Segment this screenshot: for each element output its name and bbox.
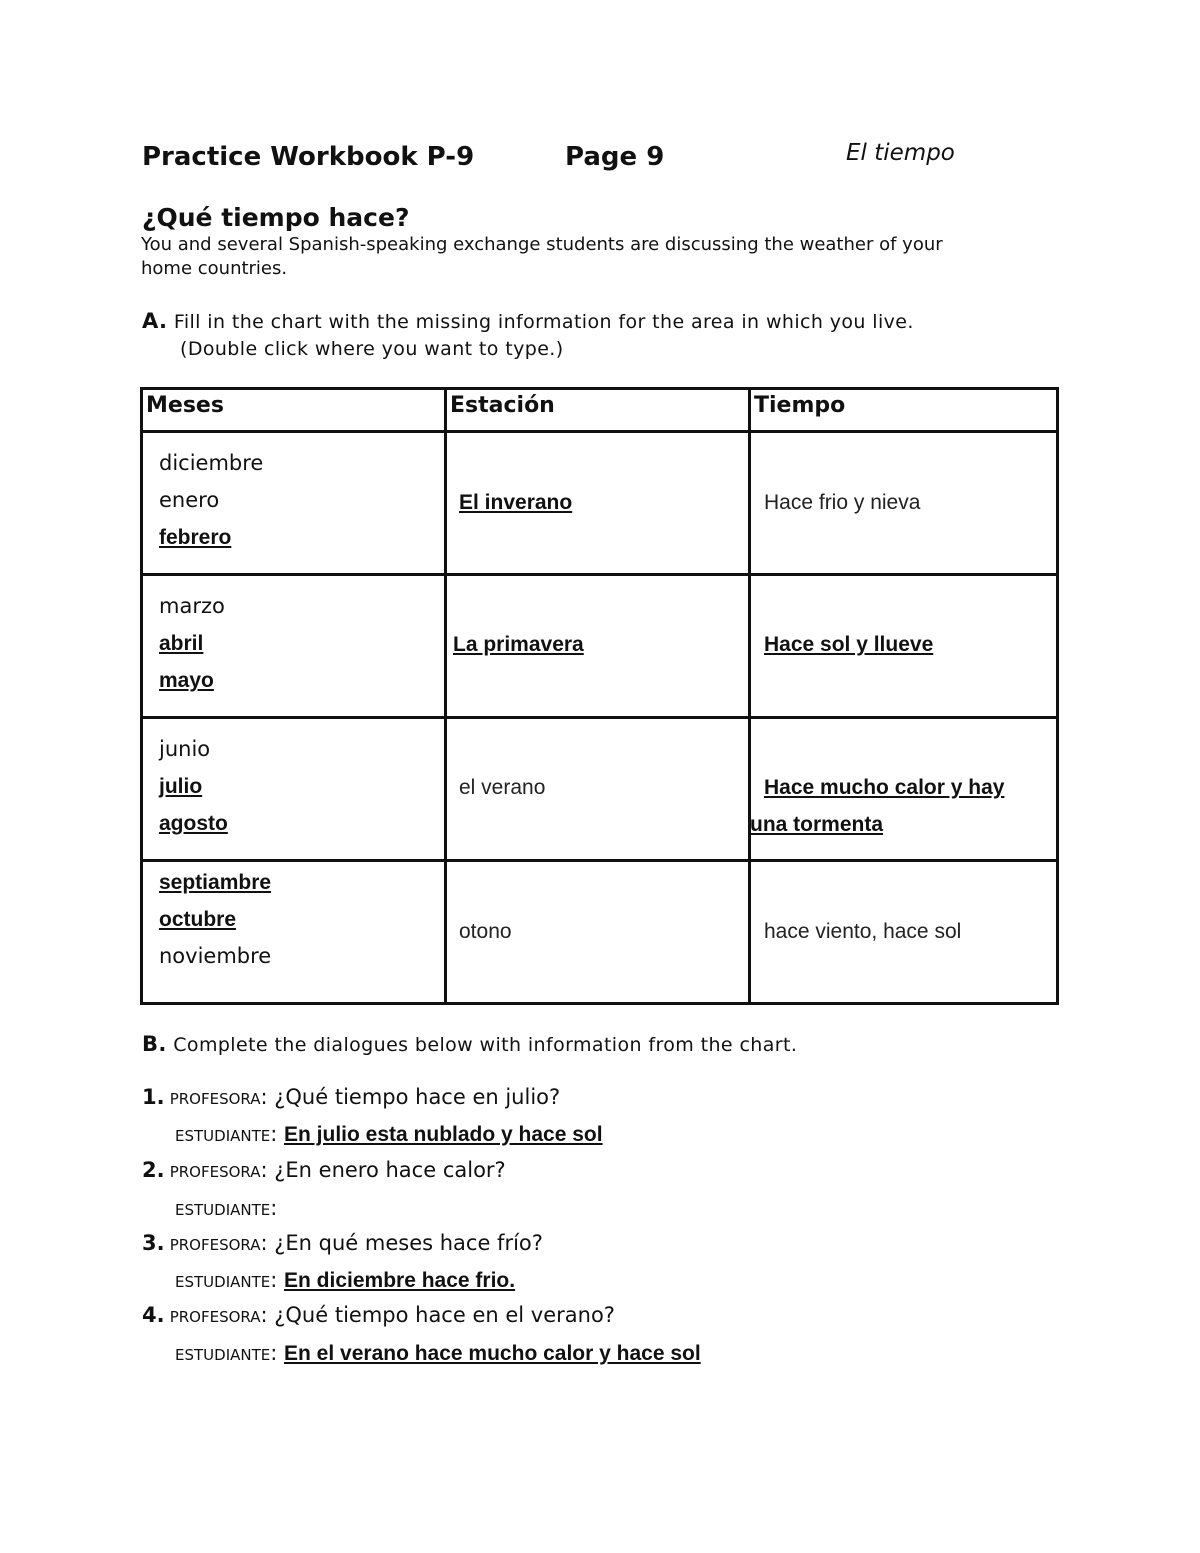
- student-label: ESTUDIANTE: [175, 1127, 271, 1145]
- weather-cell[interactable]: [750, 432, 1058, 575]
- dialogue-2-question: 2. PROFESORA: ¿En enero hace calor?: [142, 1158, 506, 1182]
- header-tiempo: Tiempo: [754, 393, 846, 418]
- month-item: febrero: [159, 526, 232, 549]
- weather-answer: Hace sol y llueve: [764, 633, 934, 656]
- part-a-instruction: [142, 309, 914, 333]
- season-answer: El inverano: [459, 491, 573, 514]
- student-label: ESTUDIANTE: [175, 1201, 271, 1219]
- part-b-text: Complete the dialogues below with information from the chart.: [173, 1034, 798, 1056]
- teacher-label: PROFESORA: [169, 1308, 261, 1326]
- season-cell[interactable]: [446, 432, 750, 575]
- header-estacion: Estación: [450, 393, 555, 418]
- weather-answer: hace viento, hace sol: [764, 920, 962, 943]
- page-number: Page 9: [565, 142, 665, 172]
- dialogue-number: 1.: [142, 1085, 165, 1109]
- month-item: octubre: [159, 908, 237, 931]
- part-b-instruction: [142, 1032, 797, 1056]
- weather-cell[interactable]: [750, 718, 1058, 861]
- workbook-title: Practice Workbook P-9: [142, 142, 475, 172]
- part-a-text: Fill in the chart with the missing information for the area in which you live.: [173, 311, 914, 333]
- dialogue-3-question: 3. PROFESORA: ¿En qué meses hace frío?: [142, 1231, 543, 1255]
- student-label: ESTUDIANTE: [175, 1346, 271, 1364]
- dialogue-4-answer: ESTUDIANTE: En el verano hace mucho calor y hace sol: [175, 1341, 701, 1365]
- dialogue-1-question: 1. PROFESORA: ¿Qué tiempo hace en julio?: [142, 1085, 561, 1109]
- section-title: ¿Qué tiempo hace?: [142, 203, 410, 232]
- part-a-note: (Double click where you want to type.): [180, 338, 564, 360]
- student-answer[interactable]: En julio esta nublado y hace sol: [284, 1123, 603, 1146]
- weather-answer: Hace frio y nieva: [764, 491, 921, 514]
- chart-header-row: [142, 389, 1058, 432]
- header-cell-tiempo: [750, 389, 1058, 432]
- months-list: [159, 864, 271, 975]
- student-answer[interactable]: En el verano hace mucho calor y hace sol: [284, 1342, 701, 1365]
- table-row: [142, 575, 1058, 718]
- table-row: [142, 432, 1058, 575]
- season-answer: La primavera: [453, 633, 584, 656]
- header-cell-meses: [142, 389, 446, 432]
- season-cell[interactable]: [446, 575, 750, 718]
- teacher-question: ¿En qué meses hace frío?: [274, 1231, 543, 1255]
- season-answer: otono: [459, 920, 512, 943]
- months-cell[interactable]: [142, 575, 446, 718]
- month-item: abril: [159, 632, 204, 655]
- topic-title: El tiempo: [846, 140, 955, 166]
- dialogue-number: 4.: [142, 1303, 165, 1327]
- dialogue-number: 3.: [142, 1231, 165, 1255]
- table-row: [142, 861, 1058, 1004]
- intro-line-2: home countries.: [141, 258, 288, 279]
- months-cell[interactable]: [142, 861, 446, 1004]
- student-answer[interactable]: En diciembre hace frio.: [284, 1269, 516, 1292]
- months-cell[interactable]: [142, 718, 446, 861]
- student-label: ESTUDIANTE: [175, 1273, 271, 1291]
- weather-answer-line-2: una tormenta: [750, 813, 884, 836]
- teacher-label: PROFESORA: [169, 1090, 261, 1108]
- dialogue-1-answer: ESTUDIANTE: En julio esta nublado y hace sol: [175, 1122, 603, 1146]
- season-cell[interactable]: [446, 861, 750, 1004]
- header-meses: Meses: [146, 393, 224, 418]
- header-cell-estacion: [446, 389, 750, 432]
- months-list: [159, 445, 263, 556]
- weather-cell[interactable]: [750, 575, 1058, 718]
- months-list: [159, 588, 225, 699]
- table-row: [142, 718, 1058, 861]
- months-cell[interactable]: [142, 432, 446, 575]
- teacher-question: ¿Qué tiempo hace en el verano?: [274, 1303, 615, 1327]
- month-item: mayo: [159, 669, 214, 692]
- month-item: junio: [159, 737, 211, 761]
- season-cell[interactable]: [446, 718, 750, 861]
- season-answer: el verano: [459, 776, 546, 799]
- month-item: noviembre: [159, 944, 272, 968]
- part-a-label: A.: [142, 309, 168, 333]
- dialogue-2-answer: ESTUDIANTE:: [175, 1196, 278, 1220]
- month-item: marzo: [159, 594, 225, 618]
- weather-answer-line-1: Hace mucho calor y hay: [764, 776, 1005, 799]
- dialogue-4-question: 4. PROFESORA: ¿Qué tiempo hace en el verano?: [142, 1303, 615, 1327]
- teacher-label: PROFESORA: [169, 1163, 261, 1181]
- intro-line-1: You and several Spanish-speaking exchange students are discussing the weather of your: [141, 234, 943, 255]
- dialogue-number: 2.: [142, 1158, 165, 1182]
- teacher-question: ¿Qué tiempo hace en julio?: [274, 1085, 561, 1109]
- dialogue-3-answer: ESTUDIANTE: En diciembre hace frio.: [175, 1268, 516, 1292]
- weather-cell[interactable]: [750, 861, 1058, 1004]
- month-item: enero: [159, 488, 220, 512]
- month-item: julio: [159, 775, 203, 798]
- month-item: agosto: [159, 812, 228, 835]
- teacher-label: PROFESORA: [169, 1236, 261, 1254]
- part-b-label: B.: [142, 1032, 167, 1056]
- weather-chart: [140, 387, 1059, 1005]
- months-list: [159, 731, 228, 842]
- month-item: septiambre: [159, 871, 272, 894]
- month-item: diciembre: [159, 451, 264, 475]
- teacher-question: ¿En enero hace calor?: [274, 1158, 506, 1182]
